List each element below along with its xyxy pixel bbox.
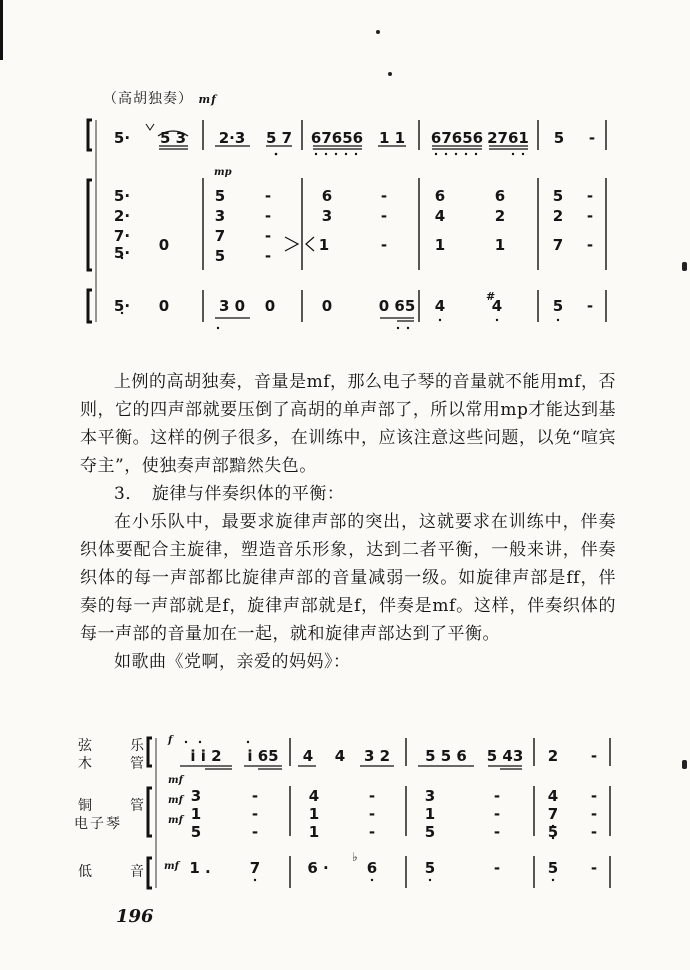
note: 5 7 (265, 129, 293, 147)
note: - (380, 207, 388, 225)
note: 3 (190, 787, 202, 805)
note: 5 (547, 823, 559, 841)
note: 67656 (310, 129, 364, 147)
scan-speck (376, 30, 380, 34)
note: - (586, 236, 594, 254)
note: - (264, 187, 272, 205)
note: 1 1 (378, 129, 406, 147)
note: - (368, 805, 376, 823)
note: 2· (113, 207, 131, 225)
note: 0 65 (378, 297, 416, 315)
caption-text: （高胡独奏） (103, 91, 193, 107)
note: 6 (321, 187, 333, 205)
note: i i 2 (190, 747, 222, 765)
note: 2 (494, 207, 506, 225)
note: 1 (424, 805, 436, 823)
body-text (80, 368, 616, 676)
dynamic-mp: mp (214, 167, 232, 178)
note: 4 (302, 747, 314, 765)
label-bass: 低 音 (78, 864, 156, 880)
note: - (368, 787, 376, 805)
score-caption (103, 88, 217, 108)
note: - (586, 187, 594, 205)
note: 4 (334, 747, 346, 765)
note: 5 (214, 187, 226, 205)
note: 6 (366, 859, 378, 877)
note: - (590, 805, 598, 823)
note: 0 (321, 297, 333, 315)
page-number: 196 (116, 906, 154, 927)
note: 5 (424, 859, 436, 877)
note: - (251, 823, 259, 841)
note: 0 (158, 236, 170, 254)
note: - (493, 859, 501, 877)
note: 5 (552, 297, 564, 315)
scan-edge-mark (0, 0, 3, 60)
label-winds: 木 管 (78, 756, 156, 772)
note: - (264, 247, 272, 265)
paragraph-2: 在小乐队中，最要求旋律声部的突出，这就要求在训练中，伴奏织体要配合主旋律，塑造音乐形象，达到二者平衡，一般来讲，伴奏织体的每一声部都比旋律声部的音量减弱一级。如旋律声部是ff，伴奏的每一声部就是f，旋律声部就是f，伴奏是mf。这样，伴奏织体的每一声部的音量加在一起，就和旋律声部达到了平衡。 (80, 512, 616, 644)
flat-sign: ♭ (352, 850, 358, 864)
note: 4 (434, 207, 446, 225)
note: 2761 (487, 129, 529, 147)
note: 7 (214, 227, 226, 245)
note: 0 (158, 297, 170, 315)
scan-speck (388, 72, 392, 76)
note: - (251, 805, 259, 823)
paragraph-3: 如歌曲《党啊，亲爱的妈妈》： (114, 652, 351, 672)
note: - (590, 859, 598, 877)
note: 5 (547, 859, 559, 877)
note: - (380, 187, 388, 205)
note: - (590, 823, 598, 841)
note: 3 (214, 207, 226, 225)
note: 4 (491, 297, 503, 315)
note: 6 (494, 187, 506, 205)
note: 5 (553, 129, 565, 147)
note: 3 2 (363, 747, 391, 765)
paragraph-heading-3: 3． 旋律与伴奏织体的平衡： (114, 484, 345, 504)
label-strings: 弦 乐 (78, 738, 156, 754)
dynamic-mf: mf (168, 795, 183, 806)
note: 7 (552, 236, 564, 254)
note: 5 5 6 (425, 747, 467, 765)
note: 1 (190, 805, 202, 823)
caption-dynamic: mf (198, 93, 217, 106)
note: - (368, 823, 376, 841)
score-example-2 (0, 730, 690, 900)
note: 5 (190, 823, 202, 841)
note: 2 (552, 207, 564, 225)
note: 3 0 (218, 297, 246, 315)
dynamic-mf: mf (168, 775, 183, 786)
score-example-1 (0, 110, 690, 340)
note: - (586, 297, 594, 315)
note: 6 (434, 187, 446, 205)
note: 7· (113, 227, 131, 245)
note: 3 (321, 207, 333, 225)
note: 67656 (430, 129, 484, 147)
note: 1 (308, 823, 320, 841)
note: 1 (308, 805, 320, 823)
note: 5 3 (159, 129, 187, 147)
note: - (586, 207, 594, 225)
note: i 65 (247, 747, 279, 765)
note: - (493, 787, 501, 805)
note: - (264, 207, 272, 225)
note: 7 (249, 859, 261, 877)
note: 5· (113, 297, 131, 315)
note: - (493, 823, 501, 841)
note: 4 (547, 787, 559, 805)
note: - (380, 236, 388, 254)
label-keyboard: 电子琴 (74, 816, 122, 832)
sharp-sign: # (486, 290, 496, 303)
note: 5 (214, 247, 226, 265)
note: 5 43 (486, 747, 524, 765)
note: 1 (494, 236, 506, 254)
note: 5 (552, 187, 564, 205)
dynamic-f: f (168, 735, 173, 746)
note: 7 (547, 805, 559, 823)
note: 1 . (189, 859, 211, 877)
note: - (588, 129, 596, 147)
note: - (590, 747, 598, 765)
note: - (590, 787, 598, 805)
note: 1 (434, 236, 446, 254)
note: 4 (308, 787, 320, 805)
note: - (493, 805, 501, 823)
note: - (264, 227, 272, 245)
note: - (251, 787, 259, 805)
note: 5 (424, 823, 436, 841)
dynamic-mf: mf (164, 861, 179, 872)
note: 4 (434, 297, 446, 315)
note: 2 (547, 747, 559, 765)
note: 5· (113, 244, 131, 262)
note: 2·3 (218, 129, 246, 147)
note: 0 (264, 297, 276, 315)
note: 1 (318, 236, 330, 254)
note: 6 · (307, 859, 329, 877)
note: 3 (424, 787, 436, 805)
dynamic-mf: mf (168, 815, 183, 826)
note: 5· (113, 129, 131, 147)
paragraph-1: 上例的高胡独奏，音量是mf，那么电子琴的音量就不能用mf，否则，它的四声部就要压倒了高胡的单声部了，所以常用mp才能达到基本平衡。这样的例子很多，在训练中，应该注意这些问题，以免“喧宾夺主”，使独奏声部黯然失色。 (80, 372, 616, 476)
note: 5· (113, 187, 131, 205)
label-brass: 铜 管 (78, 798, 156, 814)
